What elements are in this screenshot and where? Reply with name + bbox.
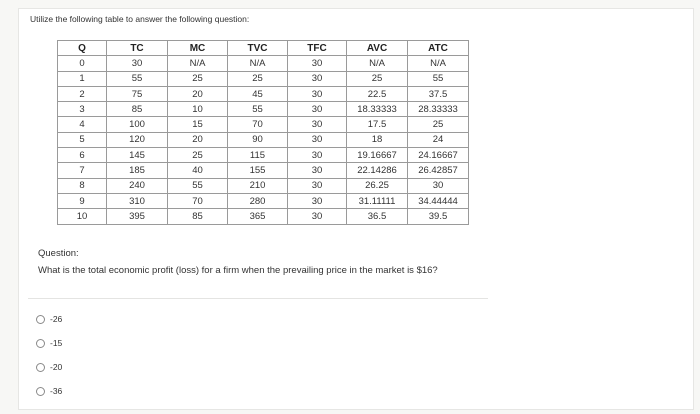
cell-atc: 55 bbox=[408, 71, 469, 86]
cell-tvc: 115 bbox=[228, 148, 288, 163]
cell-atc: 39.5 bbox=[408, 209, 469, 224]
cell-mc: 70 bbox=[168, 193, 228, 208]
cell-tc: 75 bbox=[107, 86, 168, 101]
answer-option-label: -26 bbox=[50, 314, 63, 324]
cell-avc: 18 bbox=[347, 132, 408, 147]
cell-tfc: 30 bbox=[288, 102, 347, 117]
cell-q: 9 bbox=[58, 193, 107, 208]
cell-tfc: 30 bbox=[288, 193, 347, 208]
col-header-avc: AVC bbox=[347, 41, 408, 56]
cell-mc: 25 bbox=[168, 71, 228, 86]
cell-atc: 34.44444 bbox=[408, 193, 469, 208]
table-row bbox=[58, 209, 469, 224]
cell-avc: 19.16667 bbox=[347, 148, 408, 163]
cell-q: 2 bbox=[58, 86, 107, 101]
cell-q: 5 bbox=[58, 132, 107, 147]
cell-tvc: 25 bbox=[228, 71, 288, 86]
cell-q: 3 bbox=[58, 102, 107, 117]
cell-tc: 55 bbox=[107, 71, 168, 86]
answer-option-label: -20 bbox=[50, 362, 63, 372]
col-header-tvc: TVC bbox=[228, 41, 288, 56]
cell-tvc: 280 bbox=[228, 193, 288, 208]
cell-mc: 20 bbox=[168, 132, 228, 147]
cost-table bbox=[57, 40, 469, 225]
cell-tc: 145 bbox=[107, 148, 168, 163]
answer-option-3[interactable] bbox=[36, 355, 62, 379]
divider bbox=[28, 298, 488, 299]
cell-tc: 185 bbox=[107, 163, 168, 178]
table-row bbox=[58, 71, 469, 86]
question-text: What is the total economic profit (loss) for a firm when the prevailing price in the market is $16? bbox=[38, 265, 438, 276]
answer-option-label: -15 bbox=[50, 338, 63, 348]
question-label: Question: bbox=[38, 248, 79, 259]
cell-avc: 18.33333 bbox=[347, 102, 408, 117]
cell-avc: N/A bbox=[347, 56, 408, 71]
table-header-row bbox=[58, 41, 469, 56]
cell-tfc: 30 bbox=[288, 148, 347, 163]
cell-tvc: 155 bbox=[228, 163, 288, 178]
cell-q: 6 bbox=[58, 148, 107, 163]
answer-option-label: -36 bbox=[50, 386, 63, 396]
cell-atc: 24 bbox=[408, 132, 469, 147]
table-row bbox=[58, 178, 469, 193]
answer-option-2[interactable] bbox=[36, 331, 62, 355]
col-header-q: Q bbox=[58, 41, 107, 56]
cell-atc: 30 bbox=[408, 178, 469, 193]
instructions-text: Utilize the following table to answer the following question: bbox=[30, 14, 250, 24]
radio-button[interactable] bbox=[36, 339, 45, 348]
radio-button[interactable] bbox=[36, 363, 45, 372]
table-row bbox=[58, 148, 469, 163]
cell-tvc: 45 bbox=[228, 86, 288, 101]
cell-mc: 20 bbox=[168, 86, 228, 101]
cell-q: 7 bbox=[58, 163, 107, 178]
table-row bbox=[58, 117, 469, 132]
cell-atc: 37.5 bbox=[408, 86, 469, 101]
answer-option-4[interactable] bbox=[36, 379, 62, 403]
cell-atc: 28.33333 bbox=[408, 102, 469, 117]
cell-tvc: 365 bbox=[228, 209, 288, 224]
cell-q: 1 bbox=[58, 71, 107, 86]
cell-avc: 36.5 bbox=[347, 209, 408, 224]
cell-mc: 85 bbox=[168, 209, 228, 224]
col-header-tfc: TFC bbox=[288, 41, 347, 56]
cell-mc: 25 bbox=[168, 148, 228, 163]
cell-tc: 310 bbox=[107, 193, 168, 208]
cell-tfc: 30 bbox=[288, 56, 347, 71]
cell-avc: 25 bbox=[347, 71, 408, 86]
cell-tvc: 90 bbox=[228, 132, 288, 147]
cell-avc: 26.25 bbox=[347, 178, 408, 193]
table-row bbox=[58, 56, 469, 71]
cell-tc: 85 bbox=[107, 102, 168, 117]
cell-mc: 15 bbox=[168, 117, 228, 132]
cell-tfc: 30 bbox=[288, 163, 347, 178]
cell-tfc: 30 bbox=[288, 209, 347, 224]
cell-tc: 120 bbox=[107, 132, 168, 147]
cell-tfc: 30 bbox=[288, 117, 347, 132]
radio-button[interactable] bbox=[36, 387, 45, 396]
cell-atc: 24.16667 bbox=[408, 148, 469, 163]
cell-tvc: 70 bbox=[228, 117, 288, 132]
table-row bbox=[58, 102, 469, 117]
cell-mc: N/A bbox=[168, 56, 228, 71]
cell-mc: 40 bbox=[168, 163, 228, 178]
cell-avc: 31.11111 bbox=[347, 193, 408, 208]
cell-avc: 17.5 bbox=[347, 117, 408, 132]
cell-atc: 25 bbox=[408, 117, 469, 132]
cell-tfc: 30 bbox=[288, 132, 347, 147]
cell-mc: 10 bbox=[168, 102, 228, 117]
col-header-mc: MC bbox=[168, 41, 228, 56]
cell-tc: 240 bbox=[107, 178, 168, 193]
table-row bbox=[58, 193, 469, 208]
cell-tc: 395 bbox=[107, 209, 168, 224]
table-row bbox=[58, 86, 469, 101]
cell-tvc: 210 bbox=[228, 178, 288, 193]
cell-q: 10 bbox=[58, 209, 107, 224]
cell-tvc: 55 bbox=[228, 102, 288, 117]
cell-atc: 26.42857 bbox=[408, 163, 469, 178]
col-header-atc: ATC bbox=[408, 41, 469, 56]
cell-tfc: 30 bbox=[288, 178, 347, 193]
table-row bbox=[58, 163, 469, 178]
cell-tfc: 30 bbox=[288, 71, 347, 86]
cell-avc: 22.5 bbox=[347, 86, 408, 101]
cell-mc: 55 bbox=[168, 178, 228, 193]
cell-tfc: 30 bbox=[288, 86, 347, 101]
answer-options bbox=[36, 307, 62, 403]
table-row bbox=[58, 132, 469, 147]
col-header-tc: TC bbox=[107, 41, 168, 56]
cell-atc: N/A bbox=[408, 56, 469, 71]
cell-avc: 22.14286 bbox=[347, 163, 408, 178]
radio-button[interactable] bbox=[36, 315, 45, 324]
cell-tc: 100 bbox=[107, 117, 168, 132]
cell-q: 0 bbox=[58, 56, 107, 71]
cell-tc: 30 bbox=[107, 56, 168, 71]
cell-q: 8 bbox=[58, 178, 107, 193]
answer-option-1[interactable] bbox=[36, 307, 62, 331]
cell-tvc: N/A bbox=[228, 56, 288, 71]
cell-q: 4 bbox=[58, 117, 107, 132]
